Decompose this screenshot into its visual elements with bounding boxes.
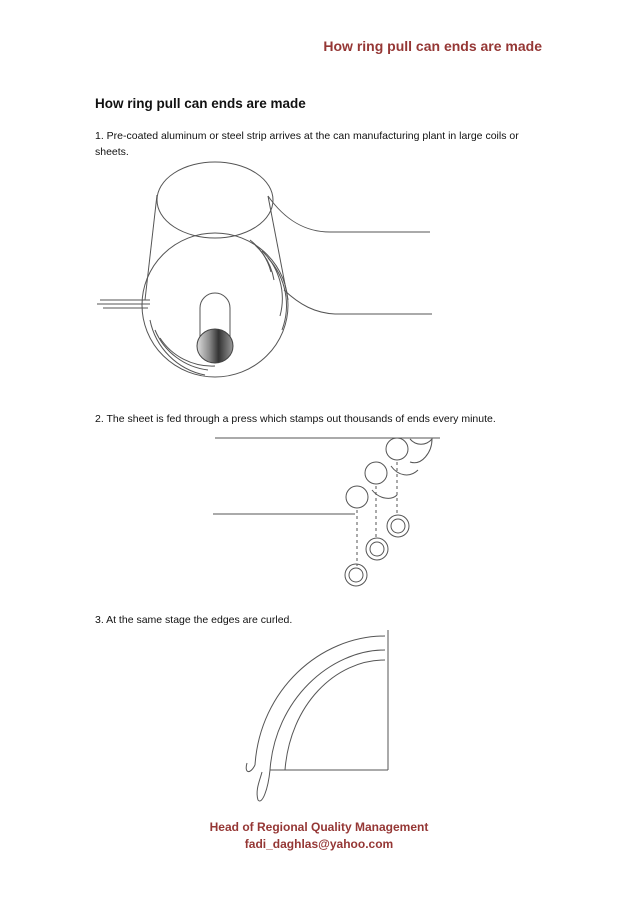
step-1-text: 1. Pre-coated aluminum or steel strip arrives at the can manufacturing plant in large coils or sheets.	[95, 130, 519, 158]
page-title: How ring pull can ends are made	[95, 96, 306, 111]
running-header: How ring pull can ends are made	[323, 38, 542, 54]
footer-role: Head of Regional Quality Management	[209, 820, 429, 834]
step-2-text: 2. The sheet is fed through a press which stamps out thousands of ends every minute.	[95, 413, 496, 425]
footer-email[interactable]: fadi_daghlas@yahoo.com	[244, 837, 394, 851]
step-3-text: 3. At the same stage the edges are curled.	[95, 614, 293, 626]
